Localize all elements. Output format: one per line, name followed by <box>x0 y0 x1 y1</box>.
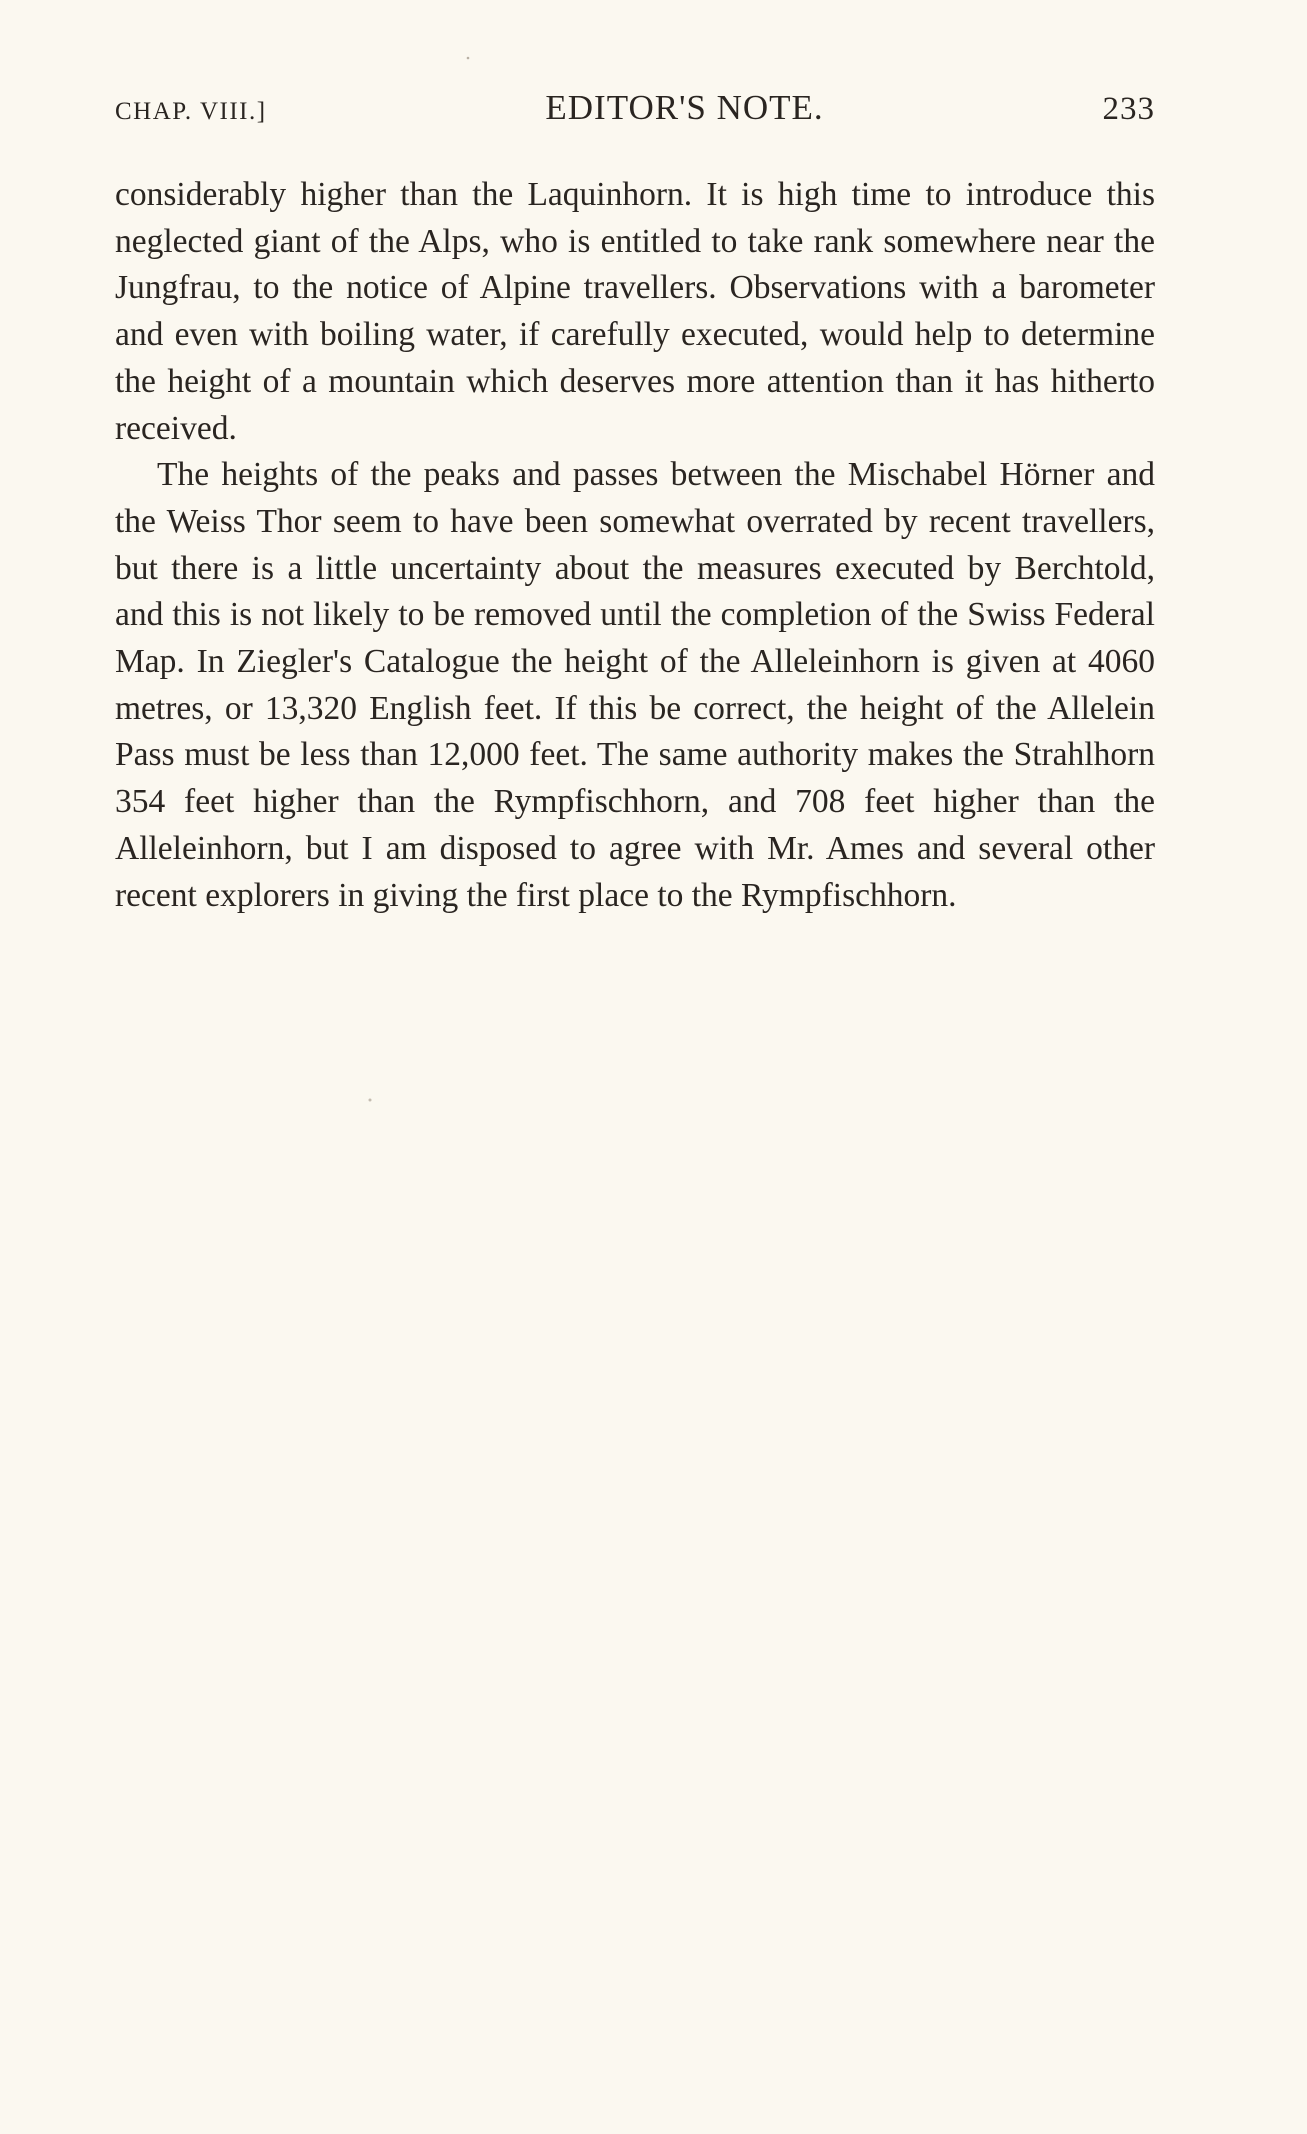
paper-speck <box>467 57 470 60</box>
paper-speck <box>369 1099 372 1102</box>
page-title: EDITOR'S NOTE. <box>545 88 824 127</box>
paragraph-continued: considerably higher than the Laquinhorn. It is high time to introduce this neglected giant of the Alps, who is entitled to take rank somewhere near the Jungfrau, to the notice of Alpine travellers. Observations with a barometer and even with boiling water, if carefully executed, would help to determine the height of a mountain which deserves more attention than it has hitherto received. <box>115 176 1155 447</box>
page-number: 233 <box>1102 91 1155 127</box>
chapter-label: CHAP. VIII.] <box>115 98 267 125</box>
running-head <box>115 88 1155 132</box>
paragraph: The heights of the peaks and passes between the Mischabel Hörner and the Weiss Thor seem to have been somewhat overrated by recent travellers, but there is a little uncertainty about the measures executed by Berchtold, and this is not likely to be removed until the completion of the Swiss Federal Map. In Ziegler's Catalogue the height of the Alleleinhorn is given at 4060 metres, or 13,320 English feet. If this be correct, the height of the Allelein Pass must be less than 12,000 feet. The same authority makes the Strahlhorn 354 feet higher than the Rympfischhorn, and 708 feet higher than the Alleleinhorn, but I am disposed to agree with Mr. Ames and several other recent explorers in giving the first place to the Rympfischhorn. <box>115 456 1155 914</box>
body-text <box>115 172 1155 919</box>
